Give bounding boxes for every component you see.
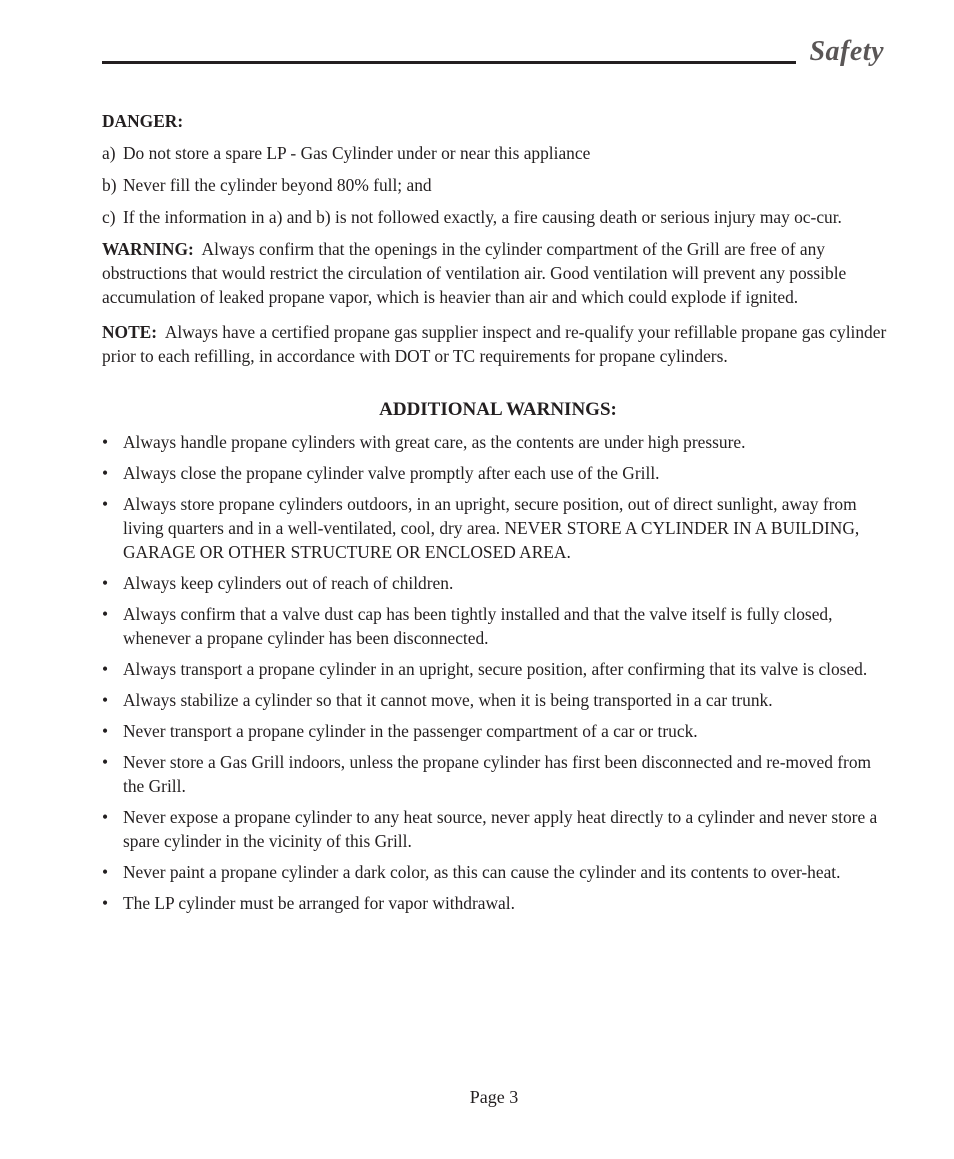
page-content <box>102 109 892 922</box>
list-item-text: Never expose a propane cylinder to any heat source, never apply heat directly to a cylinder and never store a spare cylinder in the vicinity of this Grill. <box>123 807 878 851</box>
header-rule <box>102 61 796 64</box>
list-marker: b) <box>102 175 117 195</box>
danger-item <box>102 205 892 229</box>
list-item-text: Never store a Gas Grill indoors, unless the propane cylinder has first been disconnected and re-moved from the Grill. <box>123 752 872 796</box>
note-text: Always have a certified propane gas supplier inspect and re-qualify your refillable propane gas cylinder prior to each refilling, in accordance with DOT or TC requirements for propane cylinders. <box>102 322 887 366</box>
danger-heading: DANGER: <box>102 111 184 131</box>
list-item <box>102 602 892 650</box>
bullet-glyph: • <box>102 752 109 772</box>
list-item <box>102 719 892 743</box>
bullet-glyph: • <box>102 862 109 882</box>
list-item-text: Never transport a propane cylinder in the passenger compartment of a car or truck. <box>123 721 698 741</box>
warning-label: WARNING: <box>102 239 194 259</box>
list-item <box>102 571 892 595</box>
list-item-text: Always stabilize a cylinder so that it cannot move, when it is being transported in a car trunk. <box>123 690 773 710</box>
list-item <box>102 657 892 681</box>
additional-warnings-heading: ADDITIONAL WARNINGS: <box>379 399 617 420</box>
list-item <box>102 750 892 798</box>
bullet-glyph: • <box>102 432 109 452</box>
list-marker: a) <box>102 143 116 163</box>
list-item <box>102 860 892 884</box>
list-item-text: Always close the propane cylinder valve promptly after each use of the Grill. <box>123 463 660 483</box>
bullet-glyph: • <box>102 463 109 483</box>
additional-warnings-list <box>102 430 892 915</box>
bullet-glyph: • <box>102 807 109 827</box>
section-title: Safety <box>809 36 884 67</box>
list-item-text: The LP cylinder must be arranged for vapor withdrawal. <box>123 893 515 913</box>
note-label: NOTE: <box>102 322 158 342</box>
warning-text: Always confirm that the openings in the cylinder compartment of the Grill are free of any obstructions that would restrict the circulation of ventilation air. Good ventilation will prevent any possible accumulation of leaked propane vapor, which is heavier than air and which could explode if ignited. <box>102 239 847 307</box>
bullet-glyph: • <box>102 690 109 710</box>
list-item <box>102 805 892 853</box>
bullet-glyph: • <box>102 604 109 624</box>
list-item <box>102 430 892 454</box>
bullet-glyph: • <box>102 573 109 593</box>
list-item <box>102 492 892 564</box>
danger-item <box>102 173 892 197</box>
danger-item <box>102 141 892 165</box>
page-number: Page 3 <box>469 1087 519 1107</box>
bullet-glyph: • <box>102 721 109 741</box>
list-item-text: Never paint a propane cylinder a dark color, as this can cause the cylinder and its contents to over-heat. <box>123 862 841 882</box>
bullet-glyph: • <box>102 659 109 679</box>
list-item-text: Always keep cylinders out of reach of children. <box>123 573 454 593</box>
list-item <box>102 461 892 485</box>
danger-list <box>102 141 892 229</box>
list-marker: c) <box>102 207 116 227</box>
bullet-glyph: • <box>102 893 109 913</box>
bullet-glyph: • <box>102 494 109 514</box>
list-item-text: Always handle propane cylinders with great care, as the contents are under high pressure. <box>123 432 746 452</box>
note-paragraph <box>102 320 892 368</box>
list-item-text: Always store propane cylinders outdoors, in an upright, secure position, out of direct sunlight, away from living quarters and in a well-ventilated, cool, dry area. NEVER STORE A CYLINDER IN A BUILDING, GARAGE OR OTHER STRUCTURE OR ENCLOSED AREA. <box>123 494 860 562</box>
warning-paragraph <box>102 237 892 309</box>
danger-item-text: If the information in a) and b) is not followed exactly, a fire causing death or serious injury may oc-cur. <box>123 207 842 227</box>
danger-item-text: Do not store a spare LP - Gas Cylinder under or near this appliance <box>123 143 591 163</box>
list-item-text: Always confirm that a valve dust cap has been tightly installed and that the valve itself is fully closed, whenever a propane cylinder has been disconnected. <box>123 604 833 648</box>
list-item <box>102 891 892 915</box>
list-item <box>102 688 892 712</box>
danger-item-text: Never fill the cylinder beyond 80% full; and <box>123 175 432 195</box>
list-item-text: Always transport a propane cylinder in an upright, secure position, after confirming that its valve is closed. <box>123 659 868 679</box>
